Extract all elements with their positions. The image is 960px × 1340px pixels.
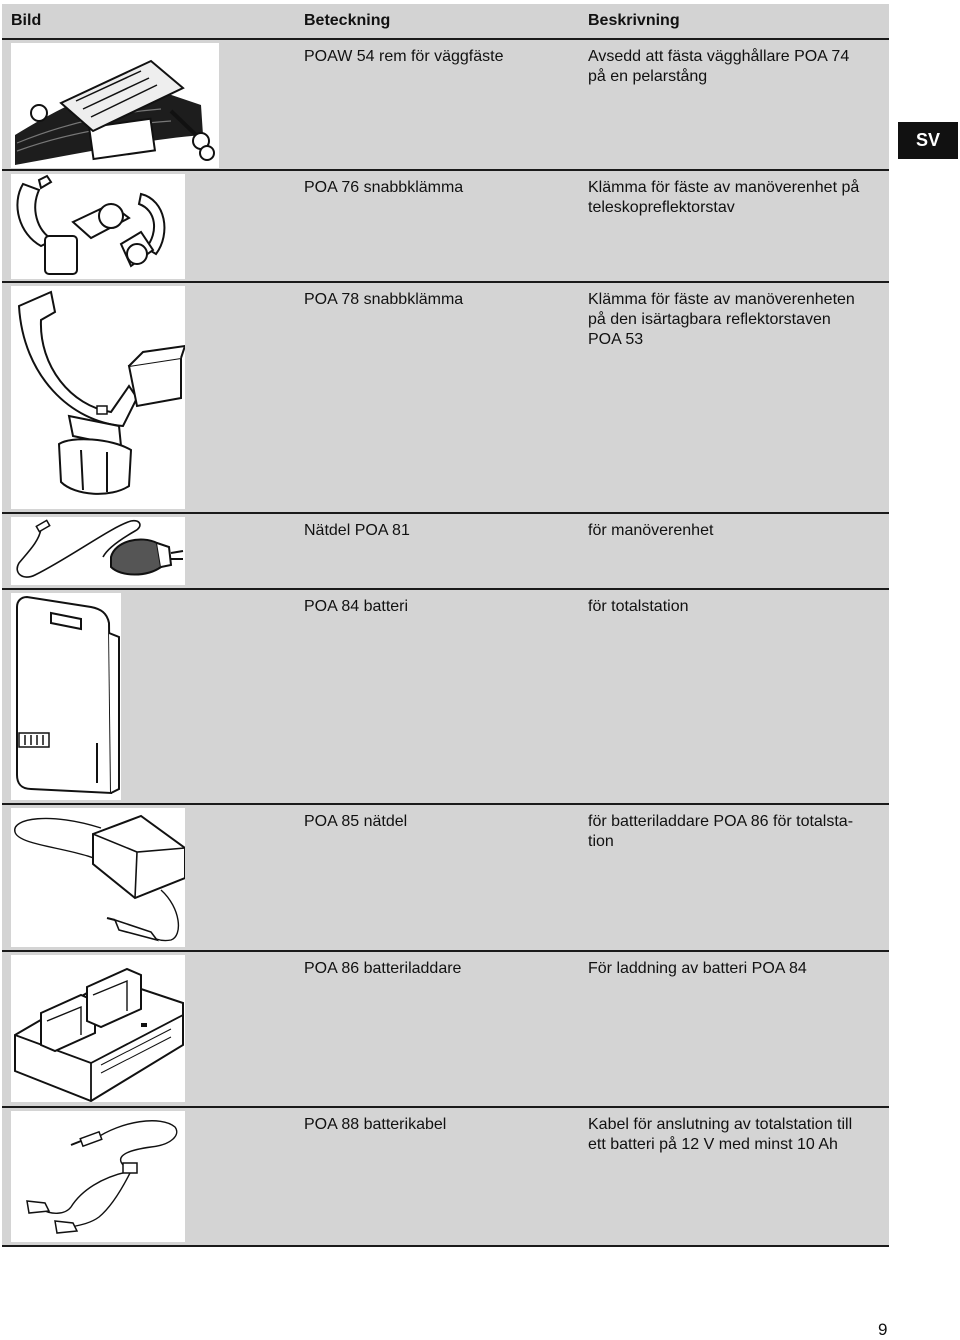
battery-84-image	[11, 593, 121, 800]
language-tab: SV	[898, 122, 958, 159]
accessories-table	[2, 4, 889, 1247]
row-description: Klämma för fäste av manöverenhet på teleskopreflektorstav	[588, 179, 860, 216]
row-name: POA 85 nätdel	[304, 813, 408, 830]
table-row	[2, 952, 889, 1108]
row-description: för manöverenhet	[588, 522, 714, 539]
table-row	[2, 514, 889, 590]
row-name: POA 84 batteri	[304, 598, 409, 615]
row-description: Kabel för anslutning av totalstation till ett batteri på 12 V med minst 10 Ah	[588, 1116, 853, 1153]
power-supply-85-image	[11, 808, 185, 947]
page-number: 9	[878, 1320, 888, 1339]
table-header	[2, 4, 889, 40]
battery-cable-88-image	[11, 1111, 185, 1242]
clamp-76-image	[11, 174, 185, 279]
row-name: POA 88 batterikabel	[304, 1116, 447, 1133]
row-description: Klämma för fäste av manöverenheten på den isärtagbara reflektorstaven POA 53	[588, 291, 855, 348]
clamp-78-image	[11, 286, 185, 509]
row-name: POA 78 snabbklämma	[304, 291, 464, 308]
header-description: Beskrivning	[588, 12, 680, 29]
power-adapter-81-image	[11, 517, 185, 585]
table-row	[2, 171, 889, 283]
row-description: För laddning av batteri POA 84	[588, 960, 807, 977]
header-name: Beteckning	[304, 12, 391, 29]
charger-86-image	[11, 955, 185, 1102]
table-row	[2, 283, 889, 514]
header-image: Bild	[11, 12, 42, 29]
table-row	[2, 1108, 889, 1247]
table-row	[2, 590, 889, 805]
strap-image	[11, 43, 219, 168]
row-description: för batteriladdare POA 86 för totalsta- tion	[588, 813, 854, 850]
row-description: för totalstation	[588, 598, 689, 615]
row-name: POA 86 batteriladdare	[304, 960, 462, 977]
table-row	[2, 805, 889, 952]
row-name: POAW 54 rem för väggfäste	[304, 48, 504, 65]
row-description: Avsedd att fästa vägghållare POA 74 på en pelarstång	[588, 48, 850, 85]
row-name: Nätdel POA 81	[304, 522, 410, 539]
row-name: POA 76 snabbklämma	[304, 179, 464, 196]
table-row	[2, 40, 889, 171]
